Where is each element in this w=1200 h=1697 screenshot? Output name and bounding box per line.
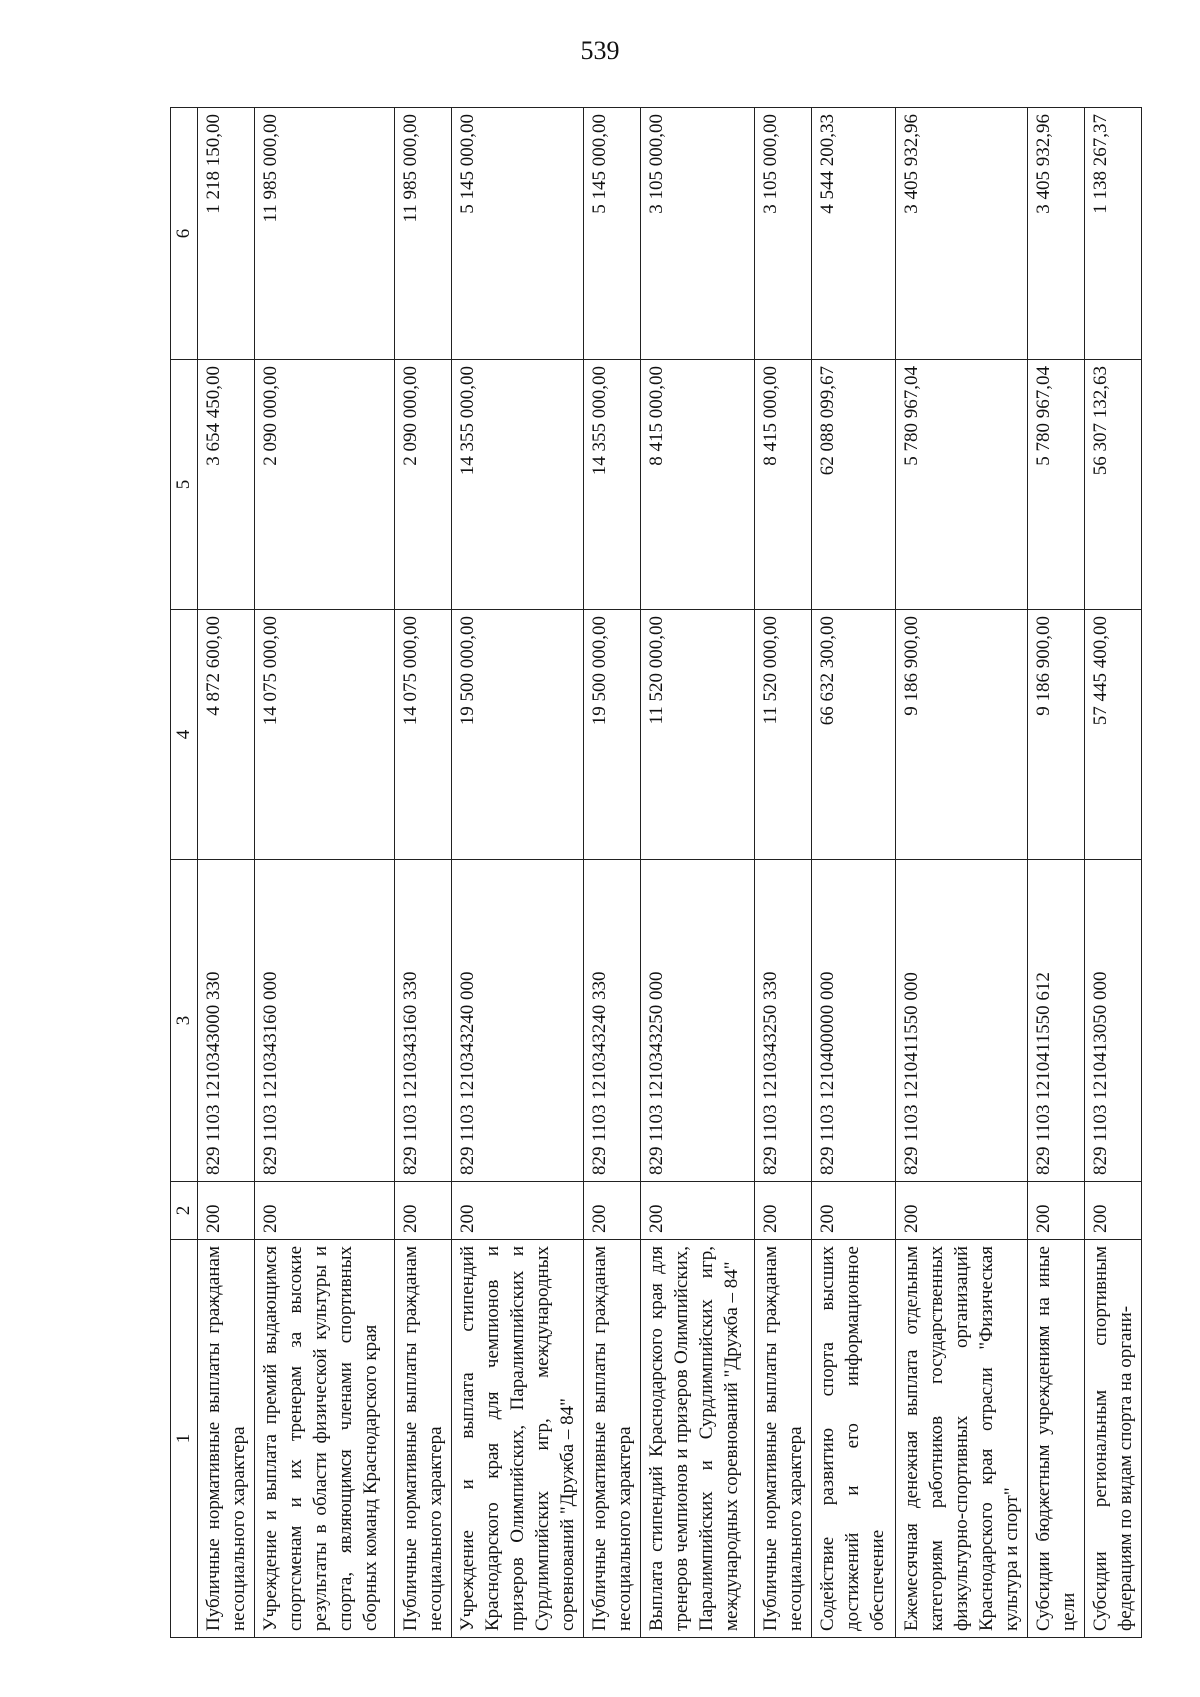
row-code: 829 1103 1210343160 330	[395, 860, 452, 1182]
row-col4: 9 186 900,00	[1028, 610, 1085, 860]
row-status: 200	[641, 1182, 755, 1240]
row-col5: 56 307 132,63	[1085, 360, 1142, 610]
row-code: 829 1103 1210343240 330	[584, 860, 641, 1182]
row-col4: 57 445 400,00	[1085, 610, 1142, 860]
table-row	[812, 108, 896, 1638]
row-col6: 5 145 000,00	[584, 108, 641, 360]
row-col4: 11 520 000,00	[755, 610, 812, 860]
row-col5: 14 355 000,00	[452, 360, 584, 610]
row-status: 200	[395, 1182, 452, 1240]
row-col6: 3 105 000,00	[641, 108, 755, 360]
row-col6: 1 218 150,00	[198, 108, 255, 360]
row-col6: 3 405 932,96	[1028, 108, 1085, 360]
row-col5: 5 780 967,04	[896, 360, 1028, 610]
row-col6: 1 138 267,37	[1085, 108, 1142, 360]
row-status: 200	[452, 1182, 584, 1240]
row-col5: 2 090 000,00	[395, 360, 452, 610]
row-status: 200	[1028, 1182, 1085, 1240]
row-col5: 62 088 099,67	[812, 360, 896, 610]
row-status: 200	[198, 1182, 255, 1240]
row-col4: 9 186 900,00	[896, 610, 1028, 860]
table-row	[395, 108, 452, 1638]
table-row	[755, 108, 812, 1638]
row-col5: 5 780 967,04	[1028, 360, 1085, 610]
row-col6: 11 985 000,00	[255, 108, 395, 360]
row-name: Учреждение и выплата стипендий Краснодарского края для чемпионов и призеров Олимпийских, Паралимпийских и Сурдлимпийских игр, международных соревнований "Дружба – 84"	[452, 1240, 584, 1638]
table-row	[255, 108, 395, 1638]
row-code: 829 1103 1210411550 612	[1028, 860, 1085, 1182]
row-status: 200	[755, 1182, 812, 1240]
row-col4: 11 520 000,00	[641, 610, 755, 860]
column-header: 5	[171, 360, 198, 610]
row-code: 829 1103 1210343250 000	[641, 860, 755, 1182]
row-col5: 8 415 000,00	[755, 360, 812, 610]
table-container	[170, 108, 1136, 1638]
row-col5: 2 090 000,00	[255, 360, 395, 610]
row-code: 829 1103 1210343250 330	[755, 860, 812, 1182]
row-name: Ежемесячная денежная выплата отдельным категориям работников государственных физкультурно-спортивных организаций Краснодарского края отрасли "Физическая культура и спорт"	[896, 1240, 1028, 1638]
column-header: 6	[171, 108, 198, 360]
header-row	[171, 108, 198, 1638]
row-col4: 14 075 000,00	[395, 610, 452, 860]
row-name: Содействие развитию спорта высших достижений и его информационное обеспечение	[812, 1240, 896, 1638]
row-status: 200	[1085, 1182, 1142, 1240]
row-name: Публичные нормативные выплаты гражданам несоциального характера	[198, 1240, 255, 1638]
table-row	[1085, 108, 1142, 1638]
row-name: Субсидии региональным спортивным федерациям по видам спорта на органи-	[1085, 1240, 1142, 1638]
budget-table	[170, 107, 1142, 1638]
column-header: 4	[171, 610, 198, 860]
row-col5: 14 355 000,00	[584, 360, 641, 610]
row-col6: 11 985 000,00	[395, 108, 452, 360]
row-col6: 3 405 932,96	[896, 108, 1028, 360]
row-col5: 8 415 000,00	[641, 360, 755, 610]
row-status: 200	[255, 1182, 395, 1240]
row-name: Публичные нормативные выплаты гражданам несоциального характера	[584, 1240, 641, 1638]
row-name: Учреждение и выплата премий выдающимся спортсменам и их тренерам за высокие результаты в области физической культуры и спорта, являющимся членами спортивных сборных команд Краснодарского края	[255, 1240, 395, 1638]
table-row	[1028, 108, 1085, 1638]
row-col6: 4 544 200,33	[812, 108, 896, 360]
row-col6: 3 105 000,00	[755, 108, 812, 360]
row-name: Выплата стипендий Краснодарского края для тренеров чемпионов и призеров Олимпийских, Паралимпийских и Сурдлимпийских игр, международных соревнований "Дружба – 84"	[641, 1240, 755, 1638]
table-row	[452, 108, 584, 1638]
row-status: 200	[812, 1182, 896, 1240]
row-col5: 3 654 450,00	[198, 360, 255, 610]
row-col4: 14 075 000,00	[255, 610, 395, 860]
table-row	[584, 108, 641, 1638]
row-col4: 4 872 600,00	[198, 610, 255, 860]
row-status: 200	[584, 1182, 641, 1240]
column-header: 2	[171, 1182, 198, 1240]
row-col4: 66 632 300,00	[812, 610, 896, 860]
column-header: 1	[171, 1240, 198, 1638]
row-col4: 19 500 000,00	[584, 610, 641, 860]
row-name: Публичные нормативные выплаты гражданам несоциального характера	[395, 1240, 452, 1638]
row-code: 829 1103 1210411550 000	[896, 860, 1028, 1182]
row-col6: 5 145 000,00	[452, 108, 584, 360]
row-code: 829 1103 1210343240 000	[452, 860, 584, 1182]
row-code: 829 1103 1210413050 000	[1085, 860, 1142, 1182]
table-row	[641, 108, 755, 1638]
table-row	[198, 108, 255, 1638]
column-header: 3	[171, 860, 198, 1182]
row-status: 200	[896, 1182, 1028, 1240]
page-number: 539	[580, 36, 620, 65]
row-code: 829 1103 1210343000 330	[198, 860, 255, 1182]
table-row	[896, 108, 1028, 1638]
row-name: Субсидии бюджетным учреждениям на иные цели	[1028, 1240, 1085, 1638]
row-name: Публичные нормативные выплаты гражданам несоциального характера	[755, 1240, 812, 1638]
row-col4: 19 500 000,00	[452, 610, 584, 860]
row-code: 829 1103 1210400000 000	[812, 860, 896, 1182]
row-code: 829 1103 1210343160 000	[255, 860, 395, 1182]
